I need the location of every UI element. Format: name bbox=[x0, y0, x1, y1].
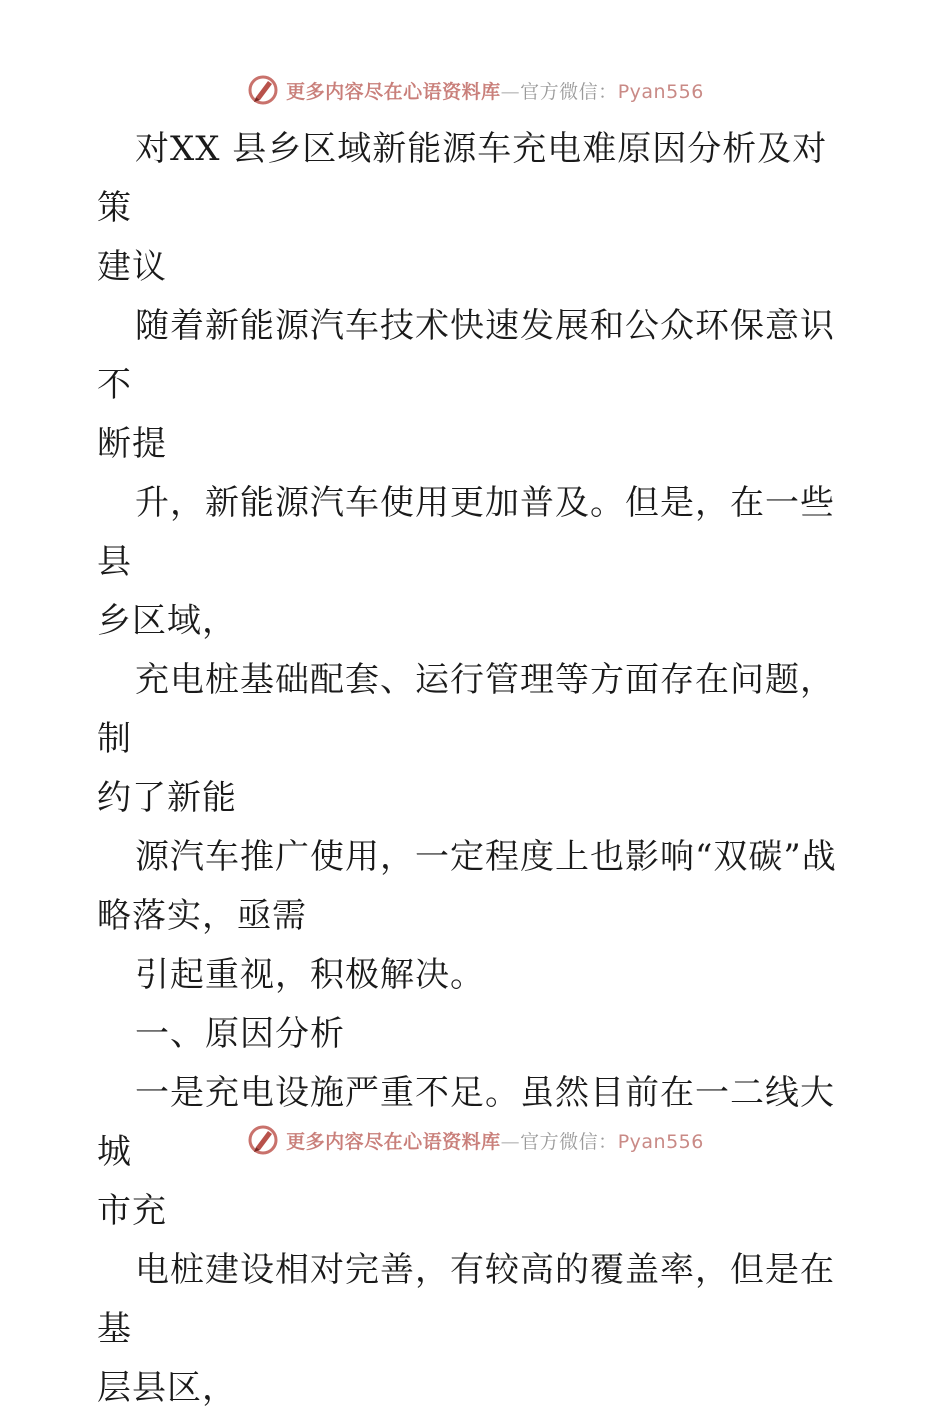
paragraph-continuation: 略落实，亟需 bbox=[97, 896, 307, 936]
watermark-main: 更多内容尽在心语资料库 bbox=[286, 1130, 501, 1153]
paragraph-first-line: 对XX 县乡区域新能源车充电难原因分析及对策 bbox=[97, 129, 828, 228]
paragraph-first-line: 一是充电设施严重不足。虽然目前在一二线大城 bbox=[97, 1073, 835, 1172]
document-body bbox=[97, 120, 857, 1418]
watermark-dash: — bbox=[500, 1130, 521, 1153]
section-heading bbox=[97, 1005, 857, 1064]
paragraph bbox=[97, 651, 857, 828]
watermark-dash: — bbox=[500, 80, 521, 103]
watermark-sub: 官方微信： bbox=[520, 1130, 618, 1153]
watermark-text bbox=[286, 77, 704, 104]
paragraph-first-line: 升，新能源汽车使用更加普及。但是，在一些县 bbox=[97, 483, 835, 582]
watermark-header bbox=[0, 70, 950, 110]
paragraph-continuation: 层县区， bbox=[97, 1368, 237, 1408]
paragraph-first-line: 源汽车推广使用，一定程度上也影响“双碳”战 bbox=[135, 837, 837, 877]
paragraph-first-line: 一、原因分析 bbox=[135, 1014, 345, 1054]
paragraph bbox=[97, 946, 857, 1005]
pen-logo-icon bbox=[246, 1123, 280, 1157]
watermark-id: Pyan556 bbox=[617, 1130, 704, 1153]
paragraph-continuation: 断提 bbox=[97, 424, 167, 464]
paragraph-continuation: 市充 bbox=[97, 1191, 167, 1231]
pen-logo-icon bbox=[246, 73, 280, 107]
paragraph-first-line: 电桩建设相对完善，有较高的覆盖率，但是在基 bbox=[97, 1250, 835, 1349]
paragraph bbox=[97, 828, 857, 946]
paragraph-continuation: 建议 bbox=[97, 247, 167, 287]
paragraph bbox=[97, 297, 857, 474]
paragraph-first-line: 充电桩基础配套、运行管理等方面存在问题，制 bbox=[97, 660, 835, 759]
watermark-footer bbox=[0, 1120, 950, 1160]
watermark-id: Pyan556 bbox=[617, 80, 704, 103]
paragraph-continuation: 乡区域， bbox=[97, 601, 237, 641]
paragraph-continuation: 约了新能 bbox=[97, 778, 237, 818]
paragraph-title bbox=[97, 120, 857, 297]
watermark-text bbox=[286, 1127, 704, 1154]
paragraph bbox=[97, 1241, 857, 1418]
paragraph-first-line: 引起重视，积极解决。 bbox=[135, 955, 485, 995]
paragraph bbox=[97, 474, 857, 651]
watermark-main: 更多内容尽在心语资料库 bbox=[286, 80, 501, 103]
watermark-sub: 官方微信： bbox=[520, 80, 618, 103]
paragraph-first-line: 随着新能源汽车技术快速发展和公众环保意识不 bbox=[97, 306, 835, 405]
